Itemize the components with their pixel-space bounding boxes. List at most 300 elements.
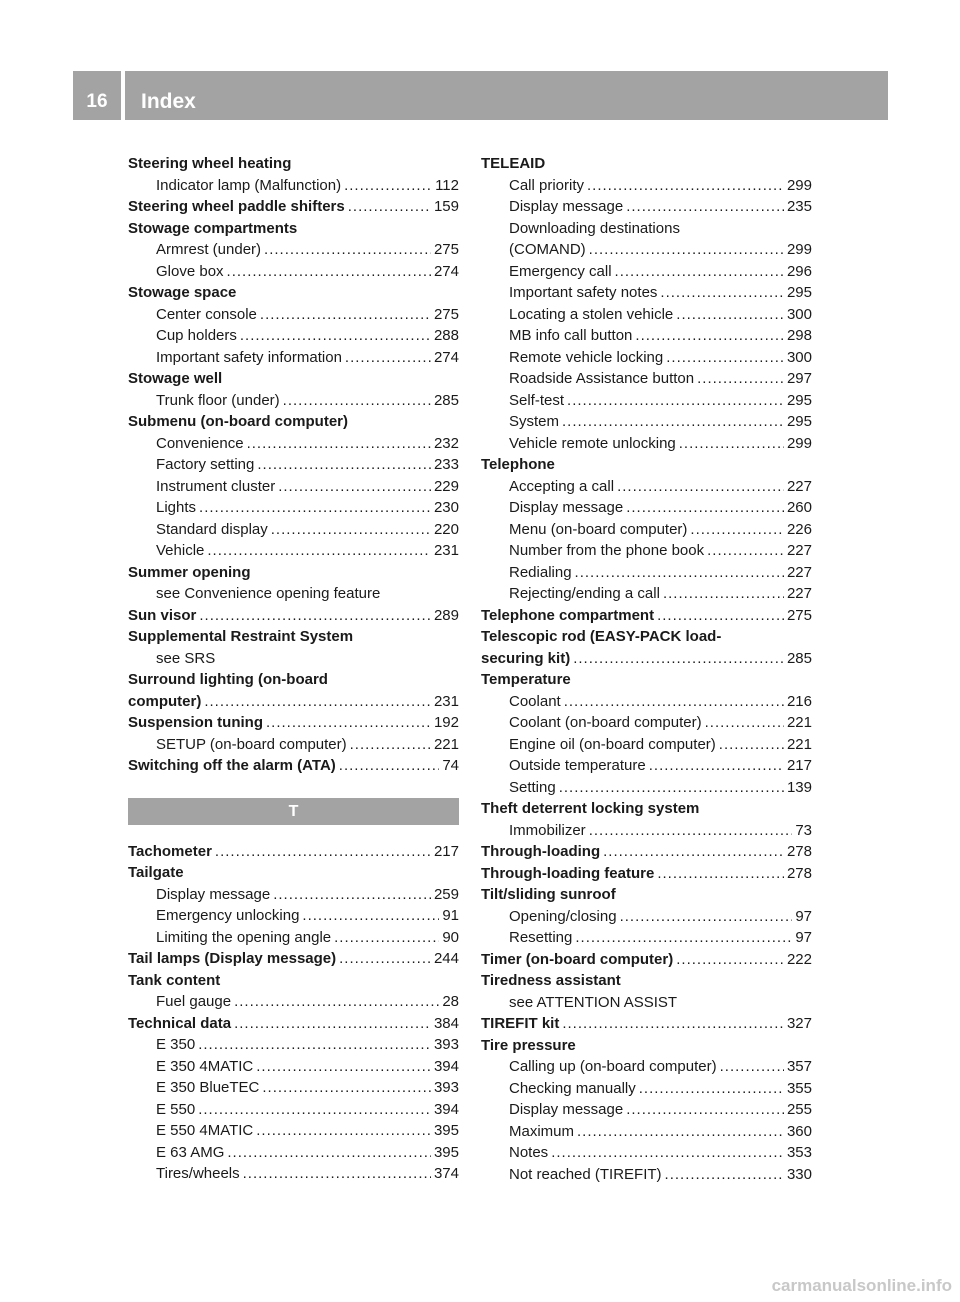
index-entry[interactable] <box>481 927 812 949</box>
leader-dots <box>302 905 439 927</box>
entry-label: Emergency call <box>509 262 612 280</box>
index-entry[interactable] <box>128 841 459 863</box>
page-title: Index <box>141 90 196 113</box>
entry-page-number[interactable]: 28 <box>442 993 459 1010</box>
index-entry[interactable] <box>481 734 812 756</box>
entry-page-number[interactable]: 295 <box>786 391 812 409</box>
leader-dots <box>573 648 784 670</box>
entry-page-number[interactable]: 73 <box>795 821 812 839</box>
entry-page-number[interactable]: 233 <box>433 456 459 473</box>
leader-dots <box>264 239 431 261</box>
leader-dots <box>257 454 431 476</box>
leader-dots <box>707 540 784 562</box>
entry-page-number[interactable]: 278 <box>786 864 812 882</box>
index-entry[interactable] <box>128 196 459 218</box>
entry-label: TIREFIT kit <box>481 1015 560 1032</box>
index-entry[interactable] <box>481 175 812 197</box>
entry-label: Outside temperature <box>509 757 646 774</box>
leader-dots <box>666 347 784 369</box>
entry-label: Emergency unlocking <box>156 907 300 924</box>
entry-page-number[interactable]: 112 <box>435 176 459 194</box>
entry-page-number[interactable]: 226 <box>786 520 812 538</box>
entry-label: Tachometer <box>128 842 212 860</box>
index-entry[interactable] <box>128 927 459 949</box>
entry-label: Locating a stolen vehicle <box>509 305 674 323</box>
leader-dots <box>198 1034 431 1056</box>
index-heading: Tiredness assistant <box>481 972 621 989</box>
entry-page-number[interactable]: 327 <box>786 1015 812 1032</box>
entry-page-number[interactable]: 227 <box>786 542 812 559</box>
index-entry[interactable] <box>481 304 812 326</box>
index-entry[interactable] <box>128 734 459 756</box>
index-heading: Tailgate <box>128 864 184 881</box>
page-number: 16 <box>73 71 125 120</box>
index-entry[interactable] <box>128 519 459 541</box>
index-entry[interactable] <box>128 476 459 498</box>
entry-page-number[interactable]: 300 <box>786 348 812 366</box>
index-heading: Telephone <box>481 456 555 473</box>
index-note: see Convenience opening feature <box>156 585 381 602</box>
index-entry[interactable] <box>128 948 459 970</box>
index-entry[interactable] <box>481 605 812 627</box>
entry-label: MB info call button <box>509 327 633 344</box>
entry-label: Tail lamps (Display message) <box>128 950 337 967</box>
leader-dots <box>589 820 793 842</box>
leader-dots <box>589 239 784 261</box>
index-entry[interactable] <box>128 991 459 1013</box>
leader-dots <box>562 1013 784 1035</box>
entry-page-number[interactable]: 97 <box>795 907 812 925</box>
leader-dots <box>256 1056 431 1078</box>
index-entry[interactable] <box>128 390 459 412</box>
leader-dots <box>273 884 431 906</box>
leader-dots <box>227 261 431 283</box>
index-entry[interactable] <box>128 454 459 476</box>
entry-label: Resetting <box>509 929 573 946</box>
index-entry[interactable] <box>481 325 812 347</box>
leader-dots <box>705 712 784 734</box>
index-entry[interactable] <box>128 239 459 261</box>
index-entry[interactable] <box>481 648 812 670</box>
index-column-left <box>128 153 459 1185</box>
index-entry[interactable] <box>128 347 459 369</box>
entry-page-number[interactable]: 395 <box>433 1143 459 1161</box>
index-entry[interactable] <box>481 497 812 519</box>
index-heading: Supplemental Restraint System <box>128 628 354 645</box>
index-entry[interactable] <box>481 906 812 928</box>
index-entry[interactable] <box>481 949 812 971</box>
index-heading: Surround lighting (on-board <box>128 671 328 688</box>
entry-label: Important safety notes <box>509 284 658 301</box>
leader-dots <box>345 347 431 369</box>
index-entry[interactable] <box>481 347 812 369</box>
entry-page-number[interactable]: 395 <box>433 1122 459 1139</box>
entry-page-number[interactable]: 285 <box>433 391 459 409</box>
entry-label: Display message <box>509 499 624 516</box>
index-entry[interactable] <box>481 777 812 799</box>
entry-page-number[interactable]: 393 <box>433 1036 459 1053</box>
leader-dots <box>635 325 784 347</box>
leader-dots <box>199 497 431 519</box>
index-entry[interactable] <box>481 712 812 734</box>
section-header-letter: T <box>128 798 459 825</box>
entry-label: SETUP (on-board computer) <box>156 735 347 753</box>
leader-dots <box>679 433 784 455</box>
leader-dots <box>256 1120 431 1142</box>
leader-dots <box>639 1078 784 1100</box>
index-entry[interactable] <box>481 1142 812 1164</box>
index-entry[interactable] <box>481 863 812 885</box>
index-entry[interactable] <box>481 583 812 605</box>
leader-dots <box>283 390 431 412</box>
index-entry[interactable] <box>481 411 812 433</box>
entry-label: Immobilizer <box>509 821 586 839</box>
entry-page-number[interactable]: 230 <box>433 499 459 516</box>
index-entry[interactable] <box>128 755 459 777</box>
index-note: see SRS <box>156 649 216 667</box>
leader-dots <box>626 1099 784 1121</box>
leader-dots <box>720 1056 784 1078</box>
index-entry[interactable] <box>481 540 812 562</box>
leader-dots <box>577 1121 784 1143</box>
index-heading: Stowage space <box>128 284 237 301</box>
entry-label: Convenience <box>156 434 244 452</box>
leader-dots <box>665 1164 784 1186</box>
entry-page-number[interactable]: 97 <box>795 929 812 946</box>
entry-page-number[interactable]: 360 <box>786 1122 812 1140</box>
index-heading: Submenu (on-board computer) <box>128 413 348 430</box>
entry-label: Suspension tuning <box>128 714 263 731</box>
leader-dots <box>575 927 792 949</box>
entry-page-number[interactable]: 221 <box>786 735 812 753</box>
index-heading: Telescopic rod (EASY-PACK load- <box>481 628 722 645</box>
entry-label: Notes <box>509 1144 549 1161</box>
leader-dots <box>587 175 784 197</box>
entry-label: Center console <box>156 305 257 323</box>
index-heading: Summer opening <box>128 563 251 581</box>
entry-page-number[interactable]: 231 <box>433 692 459 710</box>
leader-dots <box>262 1077 431 1099</box>
entry-page-number[interactable]: 295 <box>786 413 812 430</box>
entry-page-number[interactable]: 275 <box>433 305 459 323</box>
leader-dots <box>559 777 784 799</box>
index-entry[interactable] <box>128 1163 459 1185</box>
entry-page-number[interactable]: 217 <box>433 842 459 860</box>
entry-page-number[interactable]: 91 <box>442 907 459 924</box>
entry-label: Rejecting/ending a call <box>509 585 660 602</box>
index-entry[interactable] <box>128 1077 459 1099</box>
leader-dots <box>551 1142 784 1164</box>
entry-label: E 350 <box>156 1036 196 1053</box>
leader-dots <box>649 755 784 777</box>
entry-page-number[interactable]: 259 <box>433 885 459 903</box>
leader-dots <box>344 175 432 197</box>
entry-label: Coolant <box>509 692 561 710</box>
entry-page-number[interactable]: 357 <box>786 1058 812 1075</box>
leader-dots <box>339 948 431 970</box>
index-heading: Tilt/sliding sunroof <box>481 886 616 903</box>
leader-dots <box>243 1163 431 1185</box>
index-heading: TELEAID <box>481 155 546 172</box>
index-entry[interactable] <box>481 1056 812 1078</box>
index-entry[interactable] <box>481 476 812 498</box>
entry-label: Switching off the alarm (ATA) <box>128 757 336 774</box>
index-entry[interactable] <box>481 562 812 584</box>
index-entry[interactable] <box>128 1013 459 1035</box>
entry-label: Coolant (on-board computer) <box>509 714 702 731</box>
leader-dots <box>615 261 784 283</box>
entry-page-number[interactable]: 384 <box>433 1014 459 1032</box>
entry-page-number[interactable]: 74 <box>442 757 459 774</box>
leader-dots <box>575 562 784 584</box>
index-entry[interactable] <box>481 820 812 842</box>
leader-dots <box>697 368 784 390</box>
entry-page-number[interactable]: 285 <box>786 649 812 667</box>
index-heading: Temperature <box>481 671 571 688</box>
entry-label: Through-loading <box>481 843 601 860</box>
leader-dots <box>690 519 784 541</box>
entry-page-number[interactable]: 227 <box>786 563 812 581</box>
leader-dots <box>339 755 440 777</box>
entry-label: Factory setting <box>156 456 255 473</box>
leader-dots <box>247 433 431 455</box>
entry-label: Telephone compartment <box>481 606 655 624</box>
leader-dots <box>204 691 431 713</box>
entry-label: Tires/wheels <box>156 1165 240 1182</box>
entry-label: computer) <box>128 692 202 710</box>
index-entry[interactable] <box>481 1013 812 1035</box>
entry-page-number[interactable]: 244 <box>433 950 459 967</box>
entry-label: Checking manually <box>509 1079 636 1097</box>
index-entry[interactable] <box>128 261 459 283</box>
entry-label: Trunk floor (under) <box>156 391 280 409</box>
entry-page-number[interactable]: 299 <box>786 434 812 452</box>
entry-page-number[interactable]: 159 <box>433 198 459 215</box>
index-entry[interactable] <box>481 691 812 713</box>
index-entry[interactable] <box>481 282 812 304</box>
entry-label: Vehicle <box>156 542 205 559</box>
entry-label: Through-loading feature <box>481 864 655 882</box>
entry-page-number[interactable]: 393 <box>433 1079 459 1096</box>
index-entry[interactable] <box>128 905 459 927</box>
leader-dots <box>240 325 431 347</box>
leader-dots <box>660 282 784 304</box>
leader-dots <box>676 949 784 971</box>
leader-dots <box>719 734 784 756</box>
index-entry[interactable] <box>481 433 812 455</box>
entry-label: Steering wheel paddle shifters <box>128 198 345 215</box>
entry-page-number[interactable]: 232 <box>433 434 459 452</box>
entry-label: Display message <box>156 885 271 903</box>
entry-page-number[interactable]: 139 <box>786 778 812 796</box>
entry-label: Redialing <box>509 563 572 581</box>
leader-dots <box>207 540 431 562</box>
index-entry[interactable] <box>128 175 459 197</box>
index-entry[interactable] <box>128 433 459 455</box>
entry-page-number[interactable]: 229 <box>433 477 459 495</box>
entry-label: Not reached (TIREFIT) <box>509 1165 662 1183</box>
entry-page-number[interactable]: 300 <box>786 305 812 323</box>
watermark-text: carmanualsonline.info <box>771 1276 952 1295</box>
index-entry[interactable] <box>481 841 812 863</box>
leader-dots <box>657 605 784 627</box>
index-entry[interactable] <box>128 1034 459 1056</box>
leader-dots <box>620 906 793 928</box>
entry-label: Display message <box>509 1101 624 1118</box>
index-heading: Stowage compartments <box>128 219 298 237</box>
leader-dots <box>626 196 784 218</box>
index-entry[interactable] <box>481 519 812 541</box>
leader-dots <box>271 519 431 541</box>
entry-page-number[interactable]: 216 <box>786 692 812 710</box>
index-entry[interactable] <box>481 196 812 218</box>
entry-page-number[interactable]: 231 <box>433 542 459 559</box>
leader-dots <box>657 863 784 885</box>
entry-page-number[interactable]: 274 <box>433 348 459 366</box>
entry-page-number[interactable]: 275 <box>433 241 459 258</box>
index-heading: Theft deterrent locking system <box>481 800 700 817</box>
entry-label: Call priority <box>509 176 585 194</box>
entry-label: Self-test <box>509 391 565 409</box>
entry-page-number[interactable]: 288 <box>433 327 459 344</box>
entry-page-number[interactable]: 295 <box>786 284 812 301</box>
index-entry[interactable] <box>481 1078 812 1100</box>
entry-label: Opening/closing <box>509 907 617 925</box>
index-entry[interactable] <box>481 1099 812 1121</box>
entry-page-number[interactable]: 299 <box>786 176 812 194</box>
leader-dots <box>663 583 784 605</box>
entry-page-number[interactable]: 192 <box>433 714 459 731</box>
leader-dots <box>617 476 784 498</box>
entry-label: Sun visor <box>128 606 197 624</box>
leader-dots <box>562 411 784 433</box>
entry-page-number[interactable]: 298 <box>786 327 812 344</box>
entry-page-number[interactable]: 220 <box>433 520 459 538</box>
entry-page-number[interactable]: 289 <box>433 606 459 624</box>
index-entry[interactable] <box>128 1056 459 1078</box>
entry-label: Glove box <box>156 262 224 280</box>
entry-label: E 63 AMG <box>156 1143 225 1161</box>
entry-label: System <box>509 413 560 430</box>
entry-page-number[interactable]: 394 <box>433 1057 459 1075</box>
entry-label: Standard display <box>156 520 268 538</box>
entry-label: Timer (on-board computer) <box>481 950 674 968</box>
index-entry[interactable] <box>128 540 459 562</box>
entry-page-number[interactable]: 255 <box>786 1101 812 1118</box>
entry-page-number[interactable]: 217 <box>786 757 812 774</box>
entry-page-number[interactable]: 227 <box>786 477 812 495</box>
watermark <box>0 1276 960 1302</box>
entry-page-number[interactable]: 296 <box>786 262 812 280</box>
entry-page-number[interactable]: 355 <box>786 1079 812 1097</box>
entry-page-number[interactable]: 275 <box>786 606 812 624</box>
leader-dots <box>260 304 431 326</box>
index-entry[interactable] <box>481 261 812 283</box>
entry-page-number[interactable]: 227 <box>786 585 812 602</box>
index-entry[interactable] <box>481 1121 812 1143</box>
entry-page-number[interactable]: 222 <box>786 950 812 968</box>
index-entry[interactable] <box>128 1120 459 1142</box>
entry-page-number[interactable]: 297 <box>786 370 812 387</box>
index-entry[interactable] <box>128 497 459 519</box>
index-entry[interactable] <box>481 755 812 777</box>
entry-label: Instrument cluster <box>156 477 276 495</box>
entry-page-number[interactable]: 394 <box>433 1100 459 1118</box>
leader-dots <box>676 304 784 326</box>
index-entry[interactable] <box>128 605 459 627</box>
index-entry[interactable] <box>128 712 459 734</box>
entry-label: Roadside Assistance button <box>509 370 695 387</box>
entry-page-number[interactable]: 278 <box>786 843 812 860</box>
index-heading: Tank content <box>128 971 221 989</box>
entry-label: E 350 4MATIC <box>156 1057 254 1075</box>
entry-label: Fuel gauge <box>156 993 232 1010</box>
entry-label: Armrest (under) <box>156 241 262 258</box>
entry-label: Engine oil (on-board computer) <box>509 735 716 753</box>
index-entry[interactable] <box>128 304 459 326</box>
entry-page-number[interactable]: 353 <box>786 1144 812 1161</box>
entry-label: Display message <box>509 198 624 215</box>
entry-label: Menu (on-board computer) <box>509 520 688 538</box>
index-entry[interactable] <box>128 1142 459 1164</box>
leader-dots <box>564 691 784 713</box>
entry-label: E 550 4MATIC <box>156 1122 254 1139</box>
leader-dots <box>334 927 439 949</box>
entry-label: Cup holders <box>156 327 237 344</box>
index-entry[interactable] <box>128 325 459 347</box>
leader-dots <box>567 390 784 412</box>
entry-label: Indicator lamp (Malfunction) <box>156 176 342 194</box>
index-entry[interactable] <box>481 390 812 412</box>
entry-page-number[interactable]: 274 <box>433 262 459 280</box>
entry-page-number[interactable]: 260 <box>786 499 812 516</box>
entry-label: Calling up (on-board computer) <box>509 1058 717 1075</box>
entry-label: Vehicle remote unlocking <box>509 434 676 452</box>
entry-page-number[interactable]: 221 <box>433 735 459 753</box>
index-entry[interactable] <box>128 884 459 906</box>
index-entry[interactable] <box>481 239 812 261</box>
entry-label: Important safety information <box>156 348 342 366</box>
entry-page-number[interactable]: 330 <box>786 1165 812 1183</box>
index-heading: Tire pressure <box>481 1036 576 1054</box>
leader-dots <box>227 1142 431 1164</box>
leader-dots <box>198 1099 431 1121</box>
index-entry[interactable] <box>128 691 459 713</box>
index-note: see ATTENTION ASSIST <box>509 993 678 1011</box>
entry-label: Maximum <box>509 1122 575 1140</box>
entry-label: (COMAND) <box>509 241 586 258</box>
leader-dots <box>626 497 784 519</box>
entry-label: Accepting a call <box>509 477 615 495</box>
index-heading: Stowage well <box>128 370 223 387</box>
index-entry[interactable] <box>481 368 812 390</box>
entry-label: E 550 <box>156 1100 196 1118</box>
entry-page-number[interactable]: 374 <box>433 1165 459 1182</box>
entry-page-number[interactable]: 90 <box>442 928 459 946</box>
entry-label: Number from the phone book <box>509 542 705 559</box>
leader-dots <box>348 196 431 218</box>
index-note: Downloading destinations <box>509 219 680 237</box>
index-entry[interactable] <box>128 1099 459 1121</box>
entry-label: Remote vehicle locking <box>509 348 664 366</box>
leader-dots <box>278 476 431 498</box>
entry-page-number[interactable]: 235 <box>786 198 812 215</box>
leader-dots <box>603 841 784 863</box>
index-entry[interactable] <box>481 1164 812 1186</box>
entry-label: securing kit) <box>481 649 571 667</box>
entry-page-number[interactable]: 221 <box>786 714 812 731</box>
entry-page-number[interactable]: 299 <box>786 241 812 258</box>
